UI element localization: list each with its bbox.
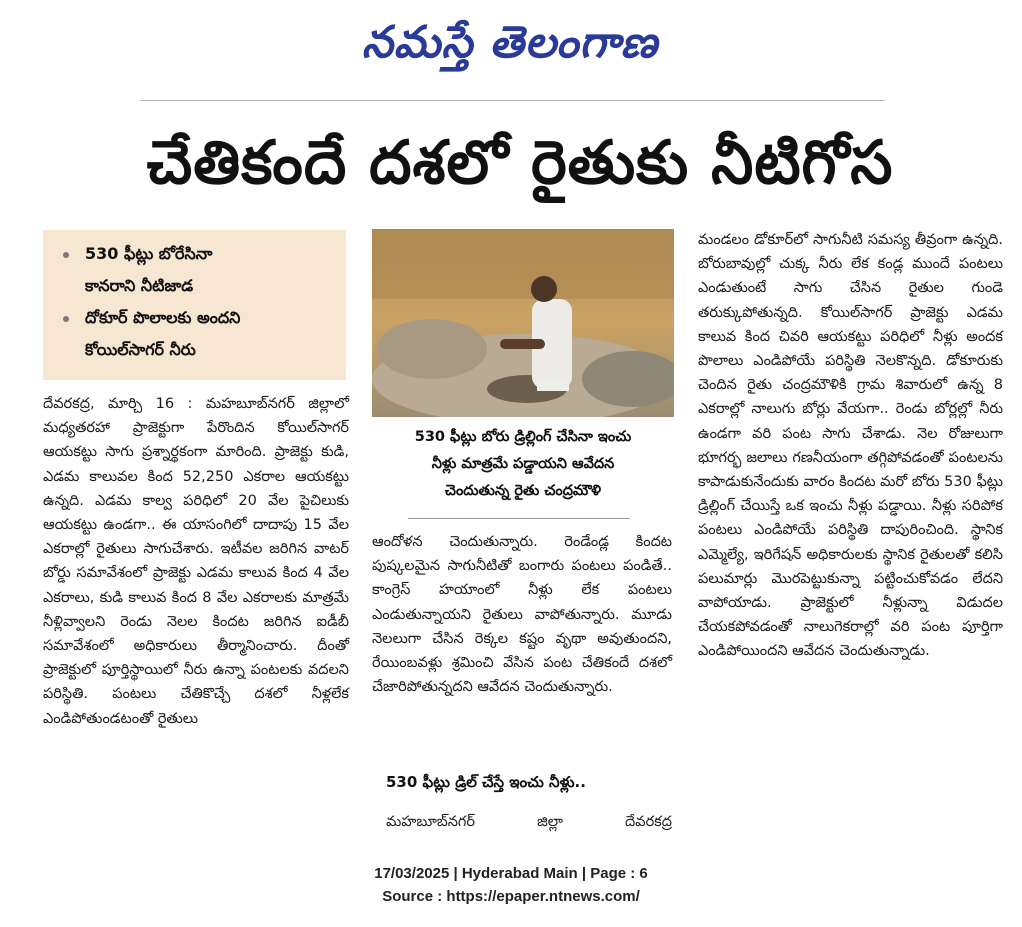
byline-district: జిల్లా (537, 814, 563, 830)
farmer-photo (372, 229, 674, 417)
byline (386, 810, 672, 834)
caption-line: చెందుతున్న రైతు చంద్రమౌళి (444, 483, 602, 499)
highlight-line: దోకూర్ పొలాలకు అందని (85, 308, 241, 327)
highlight-line: 530 ఫీట్లు బోరేసినా (85, 244, 213, 263)
highlight-item (43, 302, 346, 334)
byline-town: దేవరకద్ర (625, 814, 672, 830)
highlight-line: కానరాని నీటిజాడ (85, 276, 194, 295)
masthead-title: నమస్తే తెలంగాణ (361, 17, 659, 68)
article-column-3 (698, 228, 1003, 664)
caption-line: నీళ్లు మాత్రమే పడ్డాయని ఆవేదన (431, 456, 615, 472)
masthead-logo (300, 8, 720, 78)
highlights-box (43, 230, 346, 380)
bullet-icon (63, 316, 69, 322)
divider (140, 100, 885, 101)
headline: చేతికందే దశలో రైతుకు నీటిగోస (146, 128, 894, 198)
highlight-item (43, 238, 346, 270)
farmer-photo-image (372, 229, 674, 417)
divider (408, 518, 630, 519)
photo-caption (372, 424, 674, 505)
article-text: ఆందోళన చెందుతున్నారు. రెండేండ్ల కిందట పుష్కలమైన సాగునీటితో బంగారు పంటలు పండితే.. కాంగ్రెస్ హయాంలో నీళ్లు లేక పంటలు ఎండుతున్నాయని రైతులు వాపోతున్నారు. మూడు నెలలుగా చేసిన రెక్కల కష్టం వృథా అవుతుందని, రేయింబవళ్లు శ్రమించి వేసిన పంట చేతికందే దశలో చేజారిపోతున్నదని ఆవేదన చెందుతున్నారు. (372, 534, 672, 696)
article-text: దేవరకద్ర, మార్చి 16 : మహబూబ్‌నగర్ జిల్లాలో మధ్యతరహా ప్రాజెక్టుగా పేరొందిన కోయిల్‌సాగర్ ఆయకట్టు సాగు ప్రశ్నార్థకంగా మారింది. ప్రాజెక్టు కుడి, ఎడమ కాలువల కింద 52,250 ఎకరాల ఆయకట్టు ఉన్నది. ఎడమ కాల్వ పరిధిలో 20 వేల పైచిలుకు ఆయకట్టు ఉండగా.. ఈ యాసంగిలో దాదాపు 15 వేల ఎకరాల్లో రైతులు సాగుచేశారు. ఇటీవల జరిగిన వాటర్ బోర్డు సమావేశంలో ప్రాజెక్టు ఎడమ కాలువ కింద 4 వేల ఎకరాలు, కుడి కాలువ కింద 8 వేల ఎకరాలకు మాత్రమే నీళ్లివ్వాలని రెండు నెలల కిందట జరిగిన ఐడీబీ సమావేశంలో అధికారులు తీర్మానించారు. దీంతో ప్రాజెక్టులో పూర్తిస్థాయిలో నీరు ఉన్నా పంటలకు వదలని పరిస్థితి. పంటలు చేతికొచ్చే దశలో నీళ్లలేక ఎండిపోతుండటంతో రైతులు (43, 396, 349, 727)
footer-date-edition: 17/03/2025 | Hyderabad Main | Page : 6 (374, 865, 648, 882)
bullet-icon (63, 252, 69, 258)
byline-place: మహబూబ్‌నగర్ (386, 814, 475, 830)
caption-line: 530 ఫీట్లు బోరు డ్రిల్లింగ్ చేసినా ఇంచు (414, 429, 632, 445)
article-column-2 (372, 530, 672, 699)
highlight-line: కోయిల్‌సాగర్ నీరు (85, 340, 196, 359)
footer-source: Source : https://epaper.ntnews.com/ (382, 888, 640, 905)
article-text: మండలం డోకూర్‌లో సాగునీటి సమస్య తీవ్రంగా ఉన్నది. బోరుబావుల్లో చుక్క నీరు లేక కండ్ల ముందే పంటలు ఎండుతుంటే సాగు చేసిన రైతుల గుండె తరుక్కుపోతున్నది. కోయిల్‌సాగర్ ప్రాజెక్టు ఎడమ కాలువ కింద చివరి ఆయకట్టు పరిధిలో నీళ్లు అందక పొలాలు ఎండిపోయే పరిస్థితి నెలకొన్నది. డోకూరుకు చెందిన రైతు చంద్రమౌళికి గ్రామ శివారులో ఉన్న 8 ఎకరాల్లో నాలుగు బోర్లు వేయగా.. రెండు బోర్లల్లో నీరు ఉండగా వరి పంట సాగు చేశాడు. నెల రోజులుగా భూగర్భ జలాలు గణనీయంగా తగ్గిపోవడంతో పంటలను కాపాడుకునేందుకు వారం కిందట మరో బోరు 530 ఫీట్లు డ్రిల్లింగ్ చేయిస్తే ఒక ఇంచు నీళ్లు పడ్డాయి. నీళ్లు సరిపోక పంటలు ఎండిపోయే పరిస్థితి దాపురించింది. స్థానిక ఎమ్మెల్యే, ఇరిగేషన్ అధికారులకు స్థానిక రైతులతో కలిసి పలుమార్లు మొరపెట్టుకున్నా పట్టించుకోవడం లేదని వాపోయాడు. ప్రాజెక్టులో నీళ్లున్నా విడుదల చేయకపోవడంతో నాలుగెకరాల్లో వరి పంట పూర్తిగా ఎండిపోయిందని ఆవేదన చెందుతున్నాడు. (698, 232, 1003, 660)
article-column-1 (43, 392, 349, 731)
subheading: 530 ఫీట్లు డ్రిల్ చేస్తే ఇంచు నీళ్లు.. (386, 773, 586, 791)
footer (0, 862, 1022, 908)
